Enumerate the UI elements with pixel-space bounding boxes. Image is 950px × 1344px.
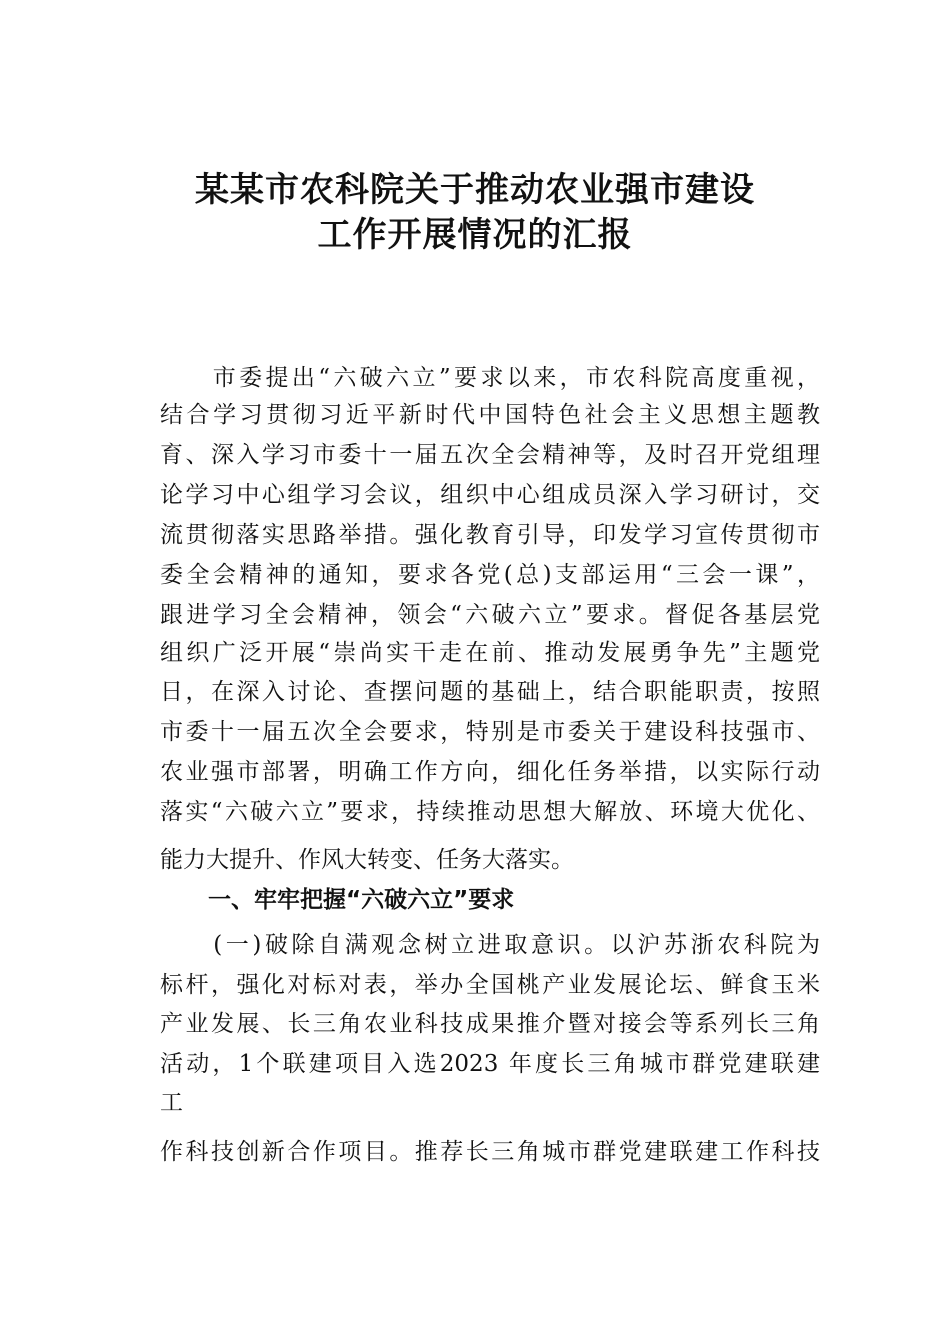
paragraph-line: 市委十一届五次全会要求，特别是市委关于建设科技强市、 bbox=[160, 719, 820, 745]
paragraph-line: 委全会精神的通知，要求各党(总)支部运用“三会一课”， bbox=[160, 562, 820, 588]
paragraph-line: 流贯彻落实思路举措。强化教育引导，印发学习宣传贯彻市 bbox=[160, 522, 820, 548]
paragraph-line: 产业发展、长三角农业科技成果推介暨对接会等系列长三角 bbox=[160, 1011, 820, 1037]
paragraph-line: 日，在深入讨论、查摆问题的基础上，结合职能职责，按照 bbox=[160, 679, 820, 705]
paragraph-line: 作科技创新合作项目。推荐长三角城市群党建联建工作科技 bbox=[160, 1139, 820, 1165]
paragraph-line: 工 bbox=[160, 1090, 183, 1116]
paragraph-line: 活动，1个联建项目入选2023 年度长三角城市群党建联建 bbox=[160, 1051, 820, 1077]
paragraph-line: (一)破除自满观念树立进取意识。以沪苏浙农科院为 bbox=[160, 932, 820, 958]
paragraph-line: 论学习中心组学习会议，组织中心组成员深入学习研讨，交 bbox=[160, 482, 820, 508]
paragraph-line: 育、深入学习市委十一届五次全会精神等，及时召开党组理 bbox=[160, 442, 820, 468]
paragraph-line: 市委提出“六破六立”要求以来，市农科院高度重视， bbox=[160, 365, 820, 391]
paragraph-line: 落实“六破六立”要求，持续推动思想大解放、环境大优化、 bbox=[160, 799, 820, 825]
paragraph-line: 跟进学习全会精神，领会“六破六立”要求。督促各基层党 bbox=[160, 602, 820, 628]
paragraph-line: 标杆，强化对标对表，举办全国桃产业发展论坛、鲜食玉米 bbox=[160, 972, 820, 998]
paragraph-line: 农业强市部署，明确工作方向，细化任务举措，以实际行动 bbox=[160, 759, 820, 785]
document-title-line-1: 某某市农科院关于推动农业强市建设 bbox=[195, 170, 755, 210]
paragraph-line: 组织广泛开展“崇尚实干走在前、推动发展勇争先”主题党 bbox=[160, 640, 820, 666]
document-title-line-2: 工作开展情况的汇报 bbox=[317, 215, 633, 255]
section-heading: 一、牢牢把握“六破六立”要求 bbox=[208, 887, 515, 913]
paragraph-line: 结合学习贯彻习近平新时代中国特色社会主义思想主题教 bbox=[160, 402, 820, 428]
paragraph-line: 能力大提升、作风大转变、任务大落实。 bbox=[160, 847, 574, 873]
